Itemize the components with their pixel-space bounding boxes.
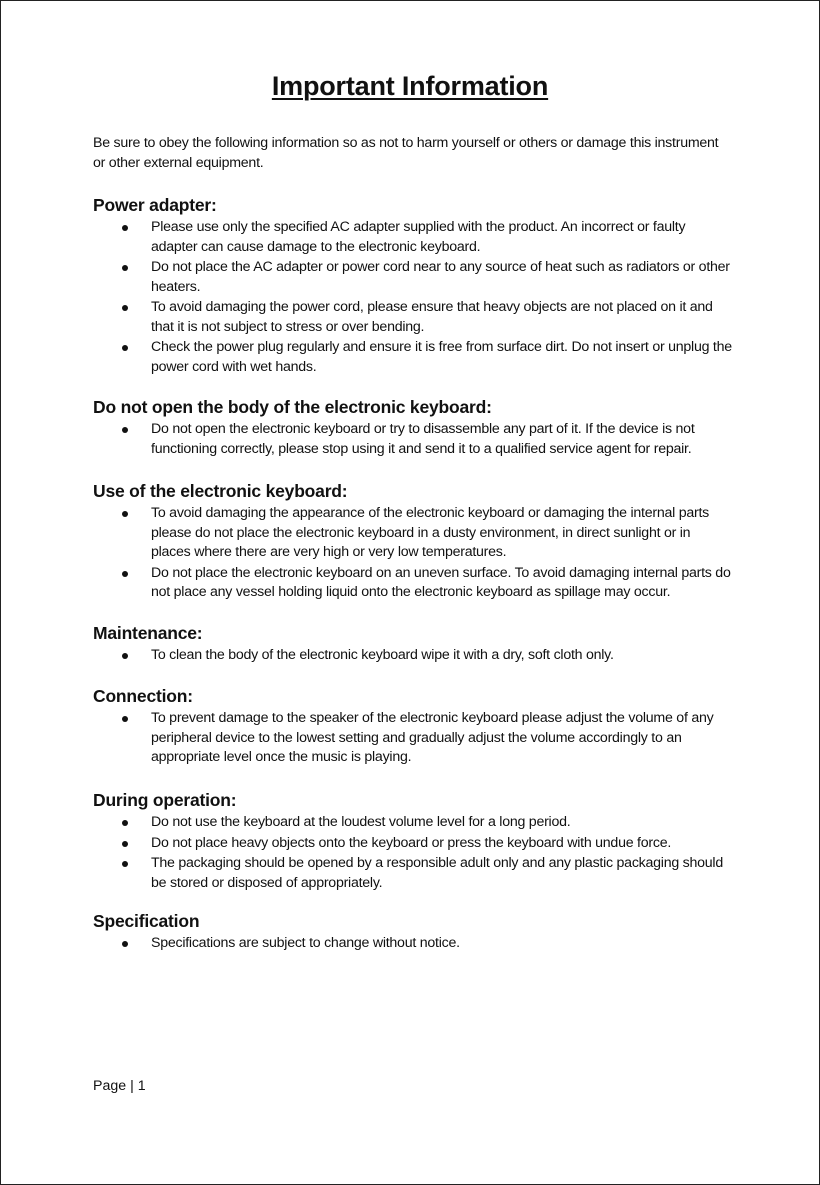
bullet-icon: [122, 841, 128, 847]
section-heading: Do not open the body of the electronic keyboard:: [93, 397, 492, 417]
section-connection: [93, 685, 733, 769]
bullet-icon: [122, 305, 128, 311]
bullet-icon: [122, 511, 128, 517]
section-maintenance: [93, 622, 733, 667]
bullet-icon: [122, 653, 128, 659]
page-number: Page | 1: [93, 1078, 146, 1094]
list-item-text: To prevent damage to the speaker of the electronic keyboard please adjust the volume of any peripheral device to the lowest setting and gradually adjust the volume accordingly to an appropriate level once the music is playing.: [151, 710, 714, 765]
list-item-text: Do not place the electronic keyboard on an uneven surface. To avoid damaging internal parts do not place any vessel holding liquid onto the electronic keyboard as spillage may occur.: [151, 564, 731, 600]
bullet-icon: [122, 861, 128, 867]
section-do-not-open: [93, 396, 733, 460]
list-item: [93, 338, 733, 377]
bullet-list: [93, 218, 733, 377]
list-item-text: To avoid damaging the appearance of the electronic keyboard or damaging the internal parts please do not place the electronic keyboard in a dusty environment, in direct sunlight or in places where there are very high or very low temperatures.: [151, 505, 709, 560]
section-heading: Connection:: [93, 686, 193, 706]
page-title: Important Information: [271, 71, 549, 101]
list-item: [93, 564, 733, 603]
list-item-text: To clean the body of the electronic keyboard wipe it with a dry, soft cloth only.: [151, 647, 614, 663]
list-item: [93, 646, 733, 666]
bullet-list: [93, 646, 733, 666]
list-item: [93, 218, 733, 257]
bullet-icon: [122, 716, 128, 722]
bullet-icon: [122, 571, 128, 577]
list-item: [93, 854, 733, 893]
bullet-list: [93, 420, 733, 459]
section-heading: Specification: [93, 911, 200, 931]
list-item: [93, 258, 733, 297]
section-heading: During operation:: [93, 790, 237, 810]
list-item: [93, 504, 733, 563]
list-item-text: Do not place heavy objects onto the keyboard or press the keyboard with undue force.: [151, 834, 672, 851]
bullet-list: [93, 504, 733, 603]
bullet-icon: [122, 820, 128, 826]
section-heading: Power adapter:: [93, 195, 217, 215]
list-item-text: To avoid damaging the power cord, please ensure that heavy objects are not placed on it and that it is not subject to stress or over bending.: [151, 299, 713, 335]
list-item-text: Check the power plug regularly and ensure it is free from surface dirt. Do not insert or unplug the power cord with wet hands.: [151, 339, 732, 375]
bullet-icon: [122, 345, 128, 351]
section-heading: Maintenance:: [93, 623, 203, 643]
bullet-icon: [122, 941, 128, 947]
bullet-list: [93, 813, 733, 893]
list-item-text: Specifications are subject to change without notice.: [151, 935, 460, 951]
section-power-adapter: [93, 194, 733, 378]
section-use-of-keyboard: [93, 480, 733, 604]
bullet-icon: [122, 225, 128, 231]
section-heading: Use of the electronic keyboard:: [93, 481, 348, 501]
list-item: [93, 709, 733, 768]
intro-paragraph: Be sure to obey the following information so as not to harm yourself or others or damage this instrument or other external equipment.: [93, 135, 719, 171]
list-item: [93, 420, 733, 459]
list-item-text: Do not use the keyboard at the loudest volume level for a long period.: [151, 814, 571, 830]
list-item: [93, 298, 733, 337]
list-item-text: Please use only the specified AC adapter supplied with the product. An incorrect or faulty adapter can cause damage to the electronic keyboard.: [151, 219, 686, 255]
section-specification: [93, 910, 733, 955]
list-item-text: The packaging should be opened by a responsible adult only and any plastic packaging should be stored or disposed of appropriately.: [151, 855, 723, 891]
list-item: [93, 934, 733, 954]
bullet-icon: [122, 427, 128, 433]
list-item-text: Do not open the electronic keyboard or try to disassemble any part of it. If the device is not functioning correctly, please stop using it and send it to a qualified service agent for repair.: [151, 421, 695, 457]
bullet-list: [93, 934, 733, 954]
bullet-icon: [122, 265, 128, 271]
bullet-list: [93, 709, 733, 768]
list-item: [93, 813, 733, 833]
list-item-text: Do not place the AC adapter or power cord near to any source of heat such as radiators or other heaters.: [151, 259, 730, 295]
list-item: [93, 834, 733, 854]
section-during-operation: [93, 789, 733, 894]
